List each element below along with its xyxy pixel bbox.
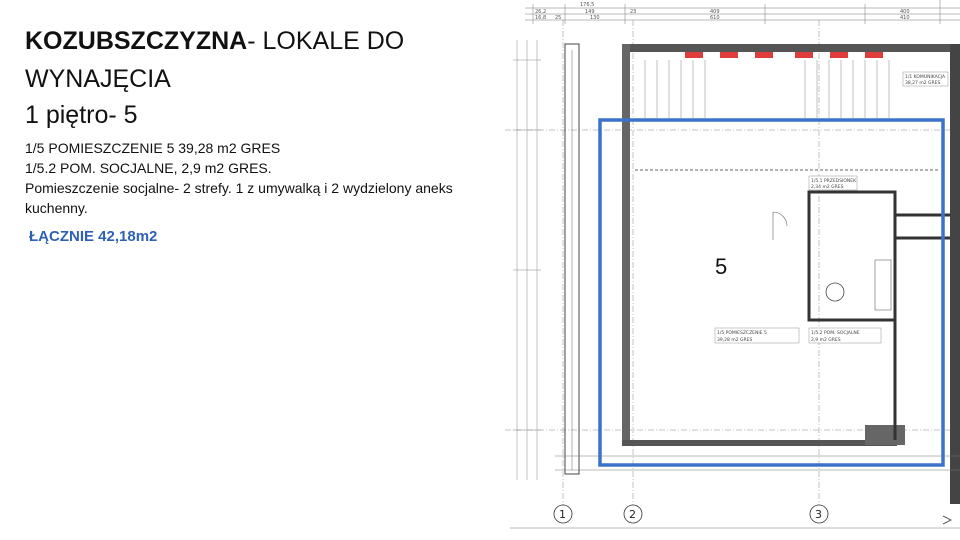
comm-label: 1/1 KOMUNIKACJA bbox=[905, 75, 946, 80]
unit-number: 5 bbox=[715, 254, 728, 279]
left-dimension-lines bbox=[513, 40, 541, 480]
room5-area: 39,28 m2 GRES bbox=[717, 338, 753, 343]
dim-top2-4: 610 bbox=[710, 15, 720, 21]
title-rest: - LOKALE DO bbox=[247, 27, 405, 55]
axis-label-1: 1 bbox=[559, 508, 566, 521]
unit-5-highlight bbox=[600, 120, 943, 465]
door-swing-icon bbox=[773, 212, 787, 226]
axis-marker-3 bbox=[810, 505, 828, 523]
corridor-area: 2,34 m2 GRES bbox=[811, 185, 844, 190]
social-area: 2,9 m2 GRES bbox=[811, 338, 841, 343]
corridor-label: 1/5.1 PRZEDSIONEK bbox=[811, 179, 857, 184]
room-5-description: 1/5 POMIESZCZENIE 5 39,28 m2 GRES bbox=[25, 140, 281, 156]
dim-top-2: 149 bbox=[585, 9, 595, 15]
dim-top-1: 26,2 bbox=[535, 9, 547, 15]
bottom-dimension-lines bbox=[510, 456, 960, 528]
staircase-hatching bbox=[645, 60, 889, 118]
section-arrow-icon bbox=[943, 516, 951, 524]
dim-top2-3: 130 bbox=[590, 15, 600, 21]
axis-label-2: 2 bbox=[629, 508, 636, 521]
dim-top2-1: 16,8 bbox=[535, 15, 547, 21]
social-room-description: 1/5.2 POM. SOCJALNE, 2,9 m2 GRES. bbox=[25, 160, 272, 176]
building-walls bbox=[565, 44, 960, 504]
sink-icon bbox=[826, 283, 844, 301]
dim-top2-5: 410 bbox=[900, 15, 910, 21]
room-label-comm bbox=[903, 72, 948, 86]
listing-text bbox=[25, 22, 495, 245]
social-label: 1/5.2 POM. SOCJALNE bbox=[811, 331, 860, 336]
room5-label: 1/5 POMIESZCZENIE 5 bbox=[717, 331, 767, 336]
room-label-room5 bbox=[715, 328, 799, 343]
listing-title bbox=[25, 22, 495, 60]
social-room-notes: Pomieszczenie socjalne- 2 strefy. 1 z umywalką i 2 wydzielony aneks kuchenny. bbox=[25, 180, 453, 216]
kitchenette-counter bbox=[875, 260, 891, 310]
room-label-social bbox=[809, 328, 881, 343]
dim-top-4: 409 bbox=[710, 9, 720, 15]
floor-unit: 1 piętro- 5 bbox=[25, 101, 138, 129]
comm-area: 38,27 m2 GRES bbox=[905, 81, 941, 86]
total-area: ŁĄCZNIE 42,18m2 bbox=[29, 228, 158, 245]
dim-top-3: 23 bbox=[630, 9, 637, 15]
title-line-2: WYNAJĘCIA bbox=[25, 65, 171, 93]
axis-marker-1 bbox=[554, 505, 572, 523]
axis-marker-2 bbox=[624, 505, 642, 523]
dim-top-5: 400 bbox=[900, 9, 910, 15]
axis-label-3: 3 bbox=[815, 508, 822, 521]
title-bold: KOZUBSZCZYZNA bbox=[25, 27, 248, 55]
dim-top-small: 176,5 bbox=[580, 2, 595, 8]
floor-plan bbox=[505, 0, 960, 540]
dim-top2-2: 25 bbox=[555, 15, 562, 21]
room-label-corridor bbox=[809, 176, 857, 190]
interior-walls bbox=[635, 170, 950, 440]
floor-plan-drawing bbox=[505, 0, 960, 540]
